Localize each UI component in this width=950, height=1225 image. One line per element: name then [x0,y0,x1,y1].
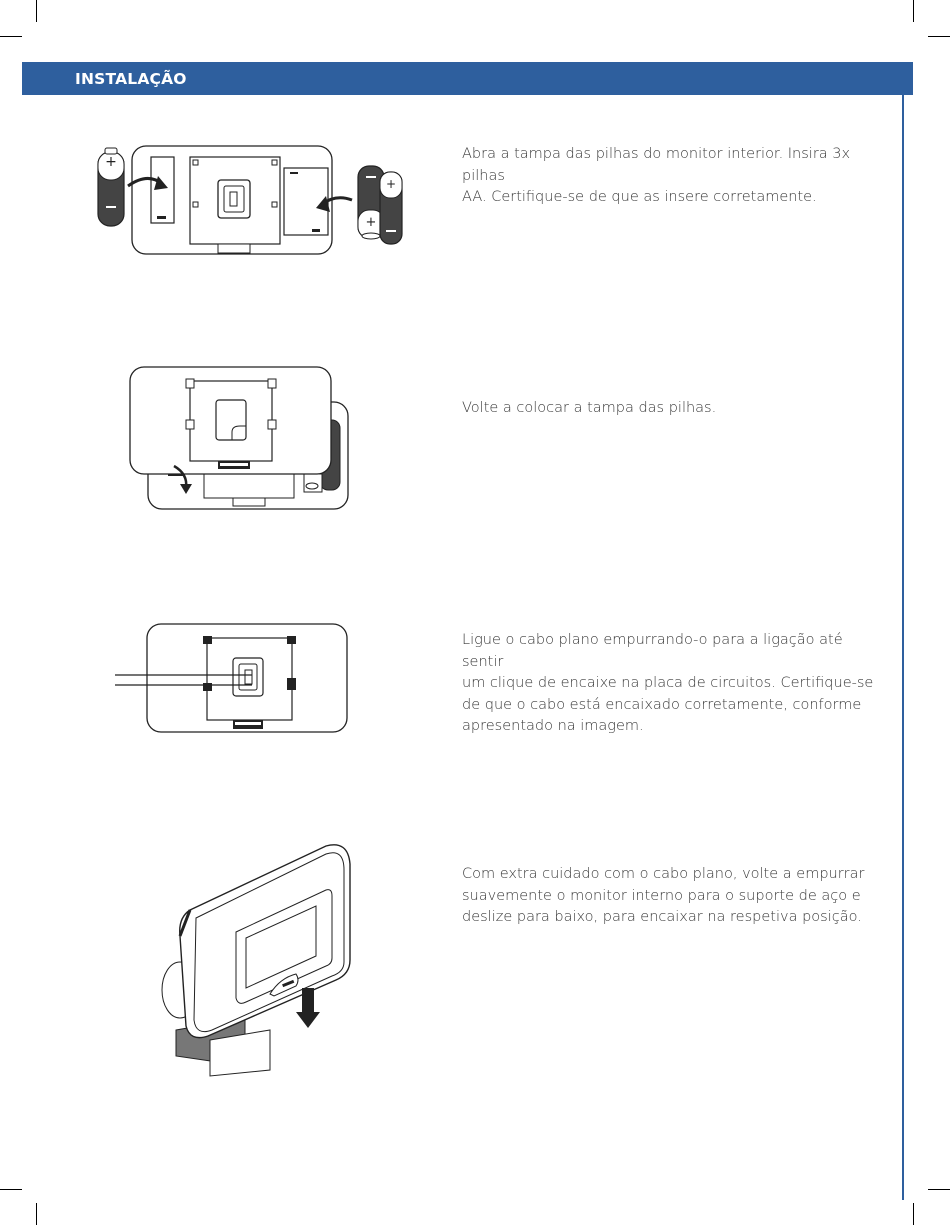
step-1-text: Abra a tampa das pilhas do monitor interior. Insira 3x pilhas AA. Certifique-se de que as insere corretamente. [462,146,851,205]
crop-mark [0,36,22,37]
svg-text:+: + [105,154,117,170]
battery-cover-illustration [128,364,352,514]
step-3-text: Ligue o cabo plano empurrando-o para a ligação até sentir um clique de encaixe na placa de circuitos. Certifique-se de que o cabo está encaixado corretamente, conforme apresentado na imagem. [462,632,874,734]
step-2-text: Volte a colocar a tampa das pilhas. [462,400,717,416]
monitor-mounting-illustration [150,840,360,1080]
ribbon-cable-illustration [115,622,351,736]
crop-mark [913,1203,914,1225]
crop-mark [36,1203,37,1225]
battery-insertion-illustration [90,140,410,260]
crop-mark [0,1189,22,1190]
crop-mark [36,0,37,22]
side-rule [902,95,904,1200]
crop-mark [928,1189,950,1190]
step-4-text: Com extra cuidado com o cabo plano, volte a empurrar suavemente o monitor interno para o suporte de aço e deslize para baixo, para encaixar na respetiva posição. [462,866,865,925]
svg-text:+: + [365,215,377,230]
crop-mark [928,36,950,37]
crop-mark [913,0,914,22]
svg-text:+: + [385,177,397,191]
section-header [22,62,913,95]
section-title: INSTALAÇÃO [75,70,187,88]
